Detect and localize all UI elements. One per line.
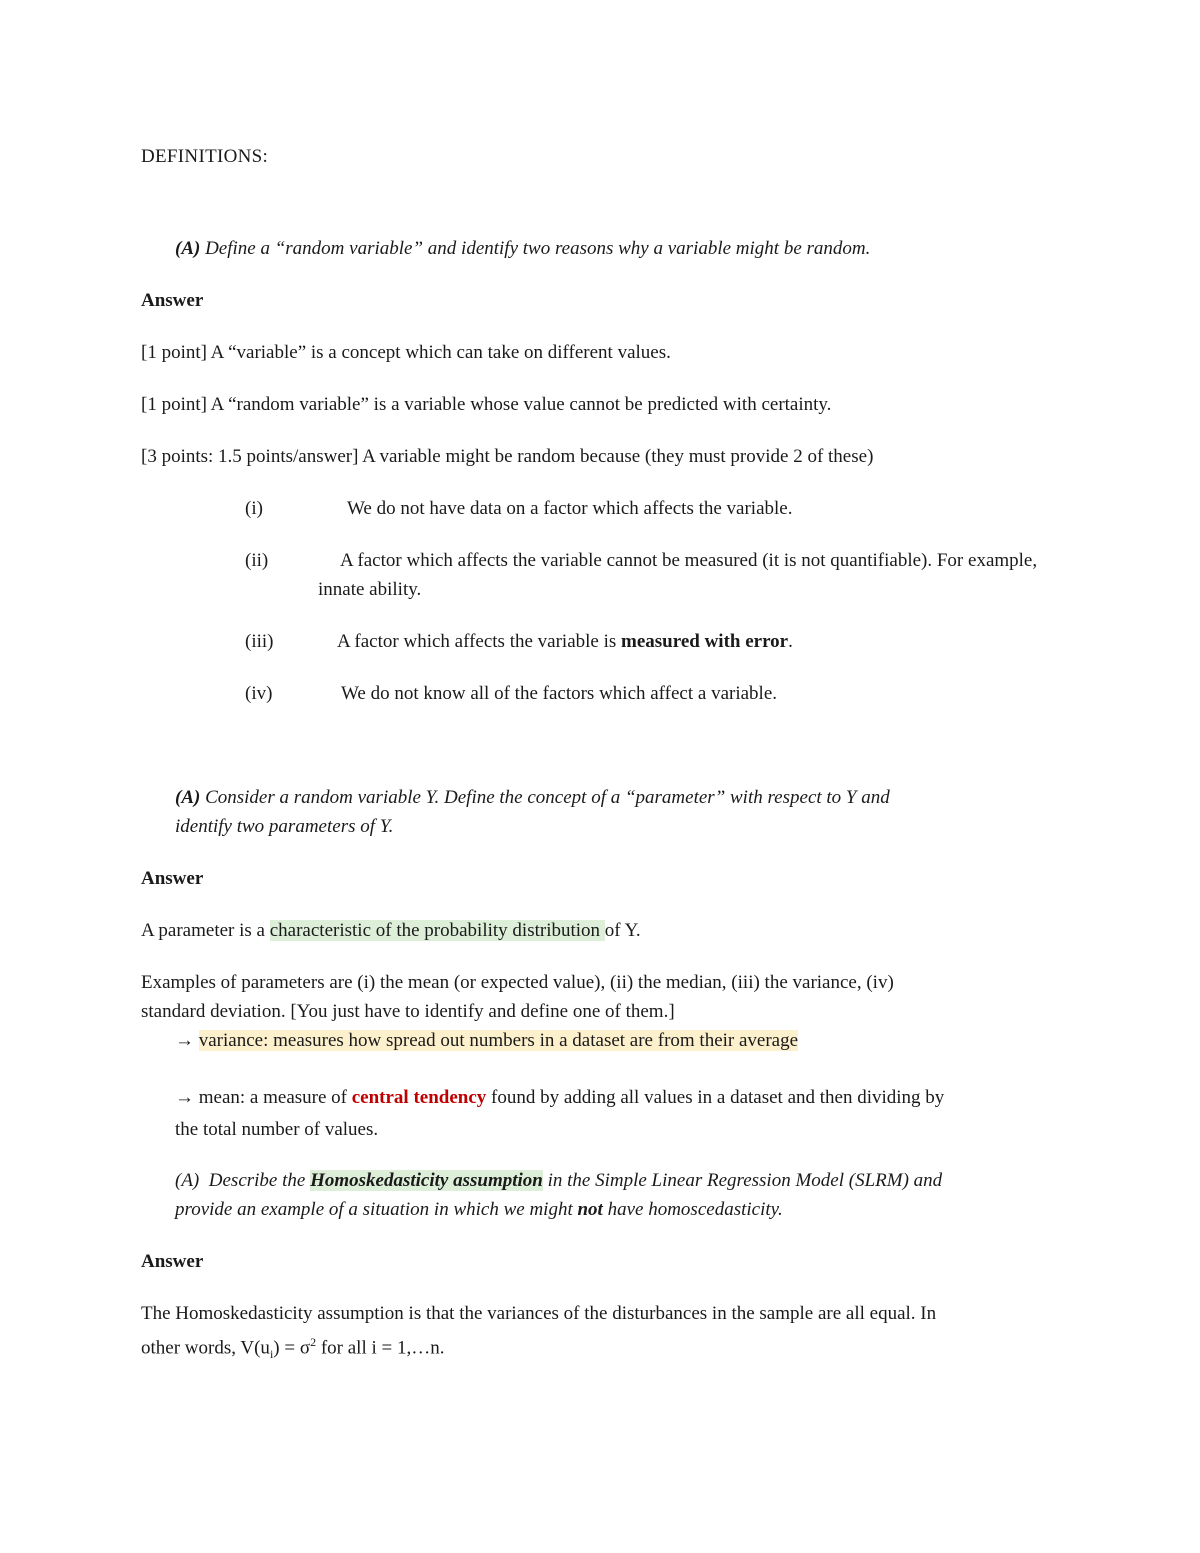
question-3 <box>175 1166 1061 1224</box>
reason-text <box>335 627 1057 656</box>
question-3-line-2-bold: not <box>577 1199 603 1220</box>
parameter-examples-line-1: Examples of parameters are (i) the mean (or expected value), (ii) the median, (iii) the variance, (iv) <box>141 972 894 993</box>
mean-note-post: found by adding all values in a dataset and then dividing by <box>486 1087 945 1108</box>
question-3-line-2-post: have homoscedasticity. <box>602 1199 783 1220</box>
mean-note-line-2: the total number of values. <box>175 1119 379 1140</box>
variance-highlight: variance: measures how spread out numbers in a dataset are from their average <box>198 1030 799 1051</box>
variance-note <box>175 1026 1061 1055</box>
question-3-post: in the Simple Linear Regression Model (SLRM) and <box>542 1170 943 1191</box>
reason-item <box>245 546 1061 604</box>
homoskedasticity-highlight: Homoskedasticity assumption <box>310 1170 543 1191</box>
question-2 <box>175 783 1061 841</box>
parameter-examples <box>141 968 1061 1026</box>
homoskedasticity-answer <box>141 1299 1061 1369</box>
central-tendency-term: central tendency <box>351 1087 487 1108</box>
formula-post: for all i = 1,…n. <box>316 1337 445 1359</box>
question-3-line-2-pre: provide an example of a situation in which we might <box>175 1199 578 1220</box>
reason-item <box>141 627 1061 656</box>
question-1-label: (A) <box>175 238 201 259</box>
reason-text: We do not have data on a factor which affects the variable. <box>347 498 793 519</box>
reason-number: (iii) <box>245 631 274 652</box>
parameter-definition <box>141 916 1061 945</box>
reason-text-bold: measured with error <box>621 631 789 652</box>
reason-text: A factor which affects the variable cannot be measured (it is not quantifiable). For example, innate ability. <box>318 550 1038 600</box>
arrow-icon: → <box>175 1087 199 1108</box>
answer-1-label: Answer <box>141 290 204 311</box>
parameter-highlight: characteristic of the probability distribution <box>269 920 605 941</box>
document-page <box>141 142 1061 1369</box>
reason-text-post: . <box>788 631 793 652</box>
question-2-text-line-1: Consider a random variable Y. Define the concept of a “parameter” with respect to Y and <box>205 787 890 808</box>
formula-pre: other words, V(u <box>141 1337 270 1359</box>
formula-subscript: i <box>269 1347 274 1362</box>
reason-number: (iv) <box>245 683 273 704</box>
question-2-text-line-2: identify two parameters of Y. <box>175 816 394 837</box>
reason-item <box>141 679 1061 708</box>
answer-2-label: Answer <box>141 868 204 889</box>
parameter-definition-post: of Y. <box>604 920 641 941</box>
reason-text: We do not know all of the factors which affect a variable. <box>341 683 778 704</box>
reason-number: (ii) <box>245 550 269 571</box>
question-3-label: (A) <box>175 1170 200 1191</box>
parameter-definition-pre: A parameter is a <box>141 920 270 941</box>
parameter-examples-line-2: standard deviation. [You just have to identify and define one of them.] <box>141 1001 675 1022</box>
question-1-text: Define a “random variable” and identify two reasons why a variable might be random. <box>205 238 871 259</box>
question-2-label: (A) <box>175 787 201 808</box>
formula-mid: ) = σ <box>273 1337 311 1359</box>
reason-number: (i) <box>245 498 263 519</box>
question-3-pre: Describe the <box>208 1170 311 1191</box>
formula-superscript: 2 <box>310 1335 317 1349</box>
mean-note-pre: mean: a measure of <box>198 1087 352 1108</box>
homoskedasticity-answer-line-1: The Homoskedasticity assumption is that the variances of the disturbances in the sample are all equal. In <box>141 1303 937 1324</box>
answer-1-line-1: [1 point] A “variable” is a concept which can take on different values. <box>141 342 671 363</box>
reason-text-pre: A factor which affects the variable is <box>337 631 622 652</box>
question-1 <box>175 234 1061 263</box>
section-heading: DEFINITIONS: <box>141 146 269 167</box>
answer-1-line-2: [1 point] A “random variable” is a variable whose value cannot be predicted with certainty. <box>141 394 832 415</box>
reason-item <box>141 494 1061 523</box>
answer-1-line-3: [3 points: 1.5 points/answer] A variable might be random because (they must provide 2 of these) <box>141 446 874 467</box>
arrow-icon: → <box>175 1030 199 1051</box>
answer-3-label: Answer <box>141 1251 204 1272</box>
mean-note <box>175 1082 1061 1146</box>
